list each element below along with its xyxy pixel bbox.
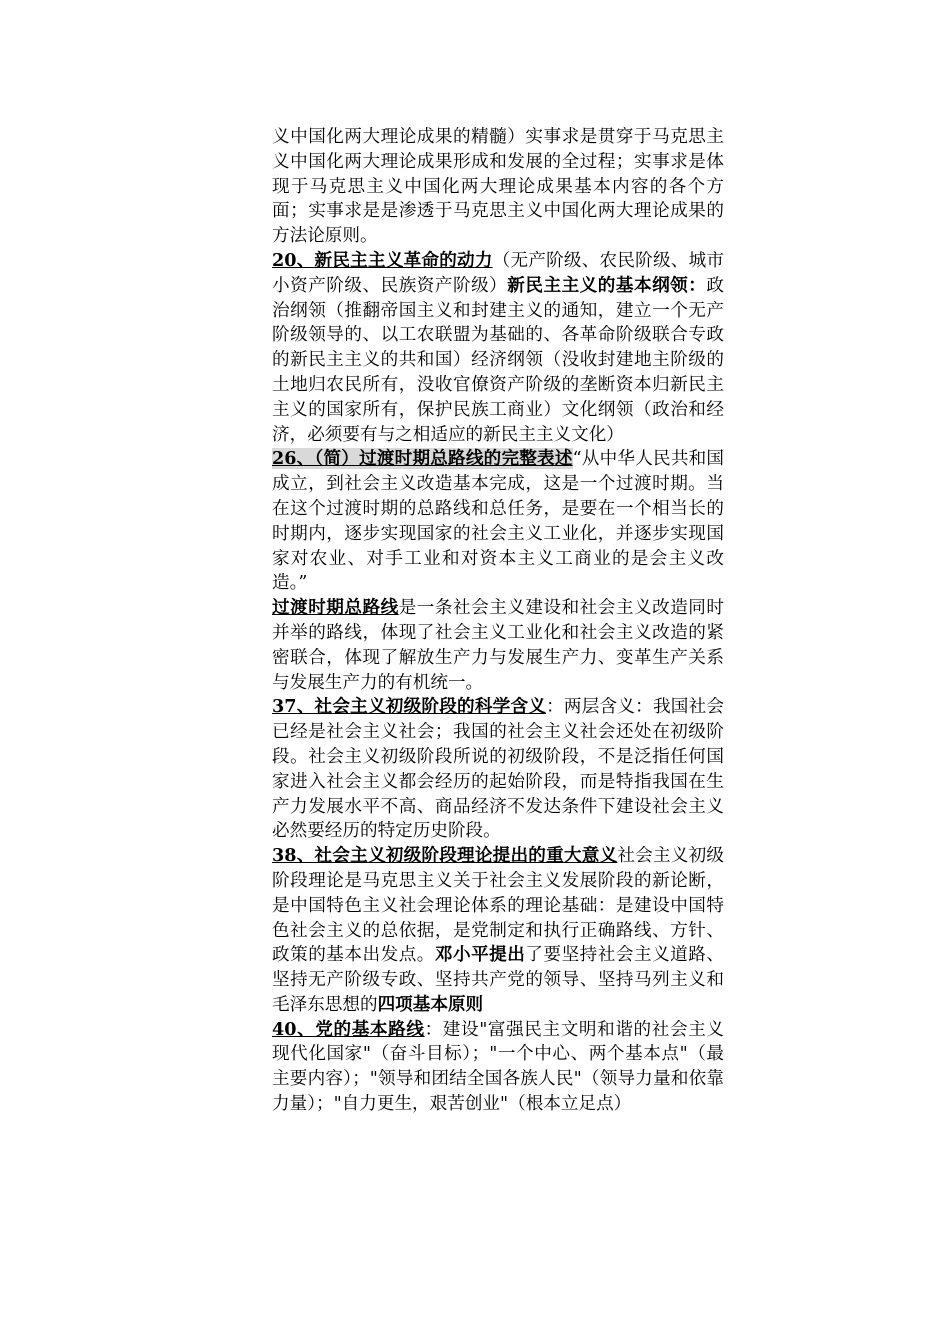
body-text: ：建设"富强民主文明和谐的社会主义现代化国家"（奋斗目标）；"一个中心、两个基本点"（最主要内容）；"领导和团结全国各族人民"（领导力量和依靠力量）；"自力更生，艰苦创业"（根本立足点）: [272, 1019, 724, 1115]
paragraph-route: [272, 596, 724, 695]
paragraph-40: [272, 1018, 724, 1117]
document-body: [272, 125, 724, 1117]
section-heading: 38、社会主义初级阶段理论提出的重大意义: [272, 845, 618, 867]
body-text: 了要坚持社会主义道路、坚持无产阶级专政、坚持共产党的领导、坚持马列主义和毛泽东思想的: [272, 945, 724, 1015]
body-text: 是一条社会主义建设和社会主义改造同时并举的路线，体现了社会主义工业化和社会主义改造的紧密联合，体现了解放生产力与发展生产力、变革生产关系与发展生产力的有机统一。: [272, 598, 724, 693]
section-heading: 20、新民主主义革命的动力: [272, 249, 493, 271]
bold-text: 新民主主义的基本纲领：: [507, 274, 707, 296]
body-text: “从中华人民共和国成立，到社会主义改造基本完成，这是一个过渡时期。当在这个过渡时期的总路线和总任务，是要在一个相当长的时期内，逐步实现国家的社会主义工业化，并逐步实现国家对农业、对手工业和对资本主义工商业的是会主义改造。”: [272, 449, 725, 594]
paragraph-37: [272, 695, 724, 844]
body-text: 义中国化两大理论成果的精髓）实事求是贯穿于马克思主义中国化两大理论成果形成和发展的全过程；实事求是体现于马克思主义中国化两大理论成果基本内容的各个方面；实事求是是渗透于马克思主义中国化两大理论成果的方法论原则。: [272, 127, 724, 247]
body-text: ：两层含义：我国社会已经是社会主义社会；我国的社会主义社会还处在初级阶段。社会主义初级阶段所说的初级阶段，不是泛指任何国家进入社会主义都会经历的起始阶段，而是特指我国在生产力发展水平不高、商品经济不发达条件下建设社会主义必然要经历的特定历史阶段。: [272, 697, 724, 842]
section-heading: 26、（简）过渡时期总路线的完整表述: [272, 448, 573, 470]
body-text: （无产阶级、农民阶级、城市小资产阶级、民族资产阶级）: [272, 250, 724, 296]
paragraph-26: [272, 447, 724, 596]
bold-text: 邓小平提出: [434, 944, 526, 966]
body-text: 社会主义初级阶段理论是马克思主义关于社会主义发展阶段的新论断，是中国特色主义社会理论体系的理论基础：是建设中国特色社会主义的总依据，是党制定和执行正确路线、方针、政策的基本出发点。: [272, 846, 724, 966]
paragraph-intro: [272, 125, 724, 249]
section-heading: 40、党的基本路线: [272, 1018, 425, 1040]
section-heading: 37、社会主义初级阶段的科学含义: [272, 696, 547, 718]
body-text: 政治纲领（推翻帝国主义和封建主义的通知，建立一个无产阶级领导的、以工农联盟为基础的、各革命阶级联合专政的新民主主义的共和国）经济纲领（没收封建地主阶级的土地归农民所有，没收官僚资产阶级的垄断资本归新民主主义的国家所有，保护民族工商业）文化纲领（政治和经济，必须要有与之相适应的新民主主义文化）: [272, 275, 724, 445]
paragraph-38: [272, 844, 724, 1018]
paragraph-20: [272, 249, 724, 447]
section-heading: 过渡时期总路线: [272, 597, 399, 619]
bold-text: 四项基本原则: [377, 993, 484, 1015]
